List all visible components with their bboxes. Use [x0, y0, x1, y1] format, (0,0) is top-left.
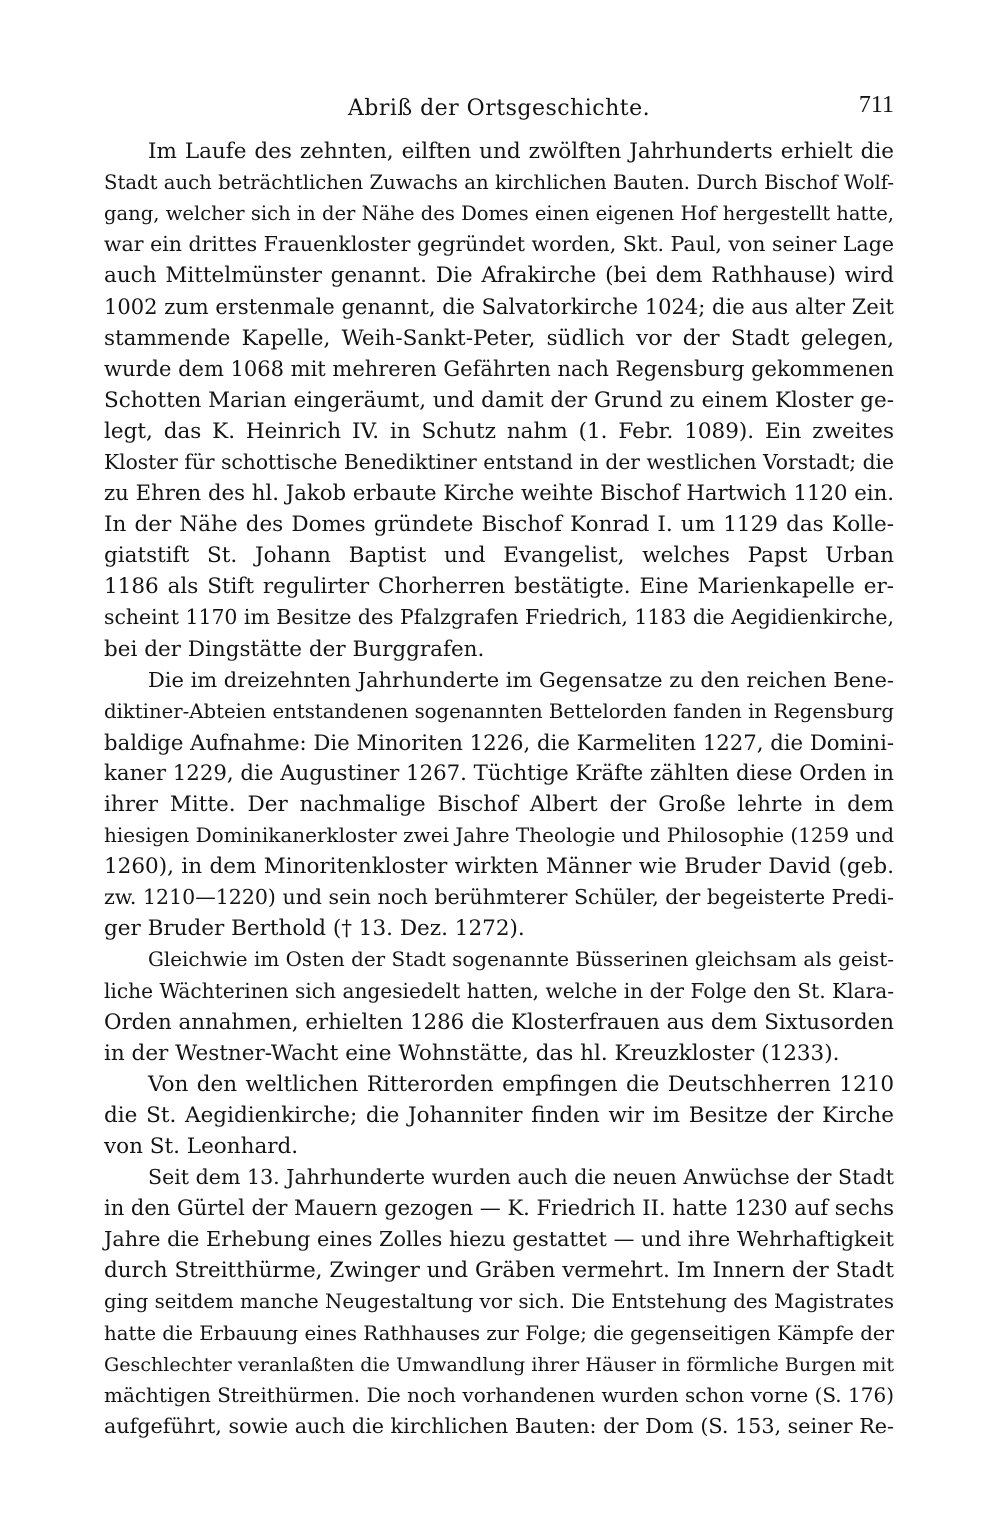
text-line: auch Mittelmünster genannt. Die Afrakirche (bei dem Rathhause) wird: [104, 263, 894, 289]
paragraph: [104, 136, 894, 665]
text-line: in den Gürtel der Mauern gezogen — K. Friedrich II. hatte 1230 auf sechs: [104, 1196, 894, 1221]
text-line: Kloster für schottische Benediktiner entstand in der westlichen Vorstadt; die: [104, 449, 894, 474]
text-line: zu Ehren des hl. Jakob erbaute Kirche weihte Bischof Hartwich 1120 ein.: [104, 481, 894, 507]
text-line: durch Streitthürme, Zwinger und Gräben vermehrt. Im Innern der Stadt: [104, 1258, 894, 1284]
page-number: 711: [858, 92, 894, 118]
body-text: [104, 136, 894, 1442]
text-line: 1002 zum erstenmale genannt, die Salvatorkirche 1024; die aus alter Zeit: [104, 294, 894, 320]
paragraph: [104, 1162, 894, 1442]
text-line: hatte die Erbauung eines Rathhauses zur Folge; die gegenseitigen Kämpfe der: [104, 1321, 894, 1345]
text-line: diktiner-Abteien entstandenen sogenannten Bettelorden fanden in Regensburg: [104, 699, 894, 723]
text-line: in der Westner-Wacht eine Wohnstätte, das hl. Kreuzkloster (1233).: [104, 1040, 840, 1066]
text-line: baldige Aufnahme: Die Minoriten 1226, die Karmeliten 1227, die Domini-: [104, 729, 895, 755]
text-line: gang, welcher sich in der Nähe des Domes einen eigenen Hof hergestellt hatte,: [104, 202, 894, 226]
text-line: Stadt auch beträchtlichen Zuwachs an kirchlichen Bauten. Durch Bischof Wolf-: [104, 171, 894, 195]
book-page: [104, 92, 894, 1442]
text-line: legt, das K. Heinrich IV. in Schutz nahm (1. Febr. 1089). Ein zweites: [104, 418, 894, 444]
text-line: Seit dem 13. Jahrhunderte wurden auch die neuen Anwüchse der Stadt: [148, 1165, 894, 1190]
text-line: scheint 1170 im Besitze des Pfalzgrafen Friedrich, 1183 die Aegidienkirche,: [104, 605, 894, 630]
text-line: ger Bruder Berthold († 13. Dez. 1272).: [104, 916, 525, 942]
text-line: mächtigen Streithürmen. Die noch vorhandenen wurden schon vorne (S. 176): [104, 1382, 894, 1407]
text-line: Von den weltlichen Ritterorden empfingen die Deutschherren 1210: [148, 1071, 894, 1097]
paragraph: [104, 1069, 894, 1162]
text-line: Im Laufe des zehnten, eilften und zwölften Jahrhunderts erhielt die: [148, 139, 894, 164]
text-line: In der Nähe des Domes gründete Bischof Konrad I. um 1129 das Kolle-: [104, 512, 894, 538]
text-line: hiesigen Dominikanerkloster zwei Jahre Theologie und Philosophie (1259 und: [104, 823, 894, 848]
paragraph: [104, 944, 894, 1068]
text-line: stammende Kapelle, Weih-Sankt-Peter, südlich vor der Stadt gelegen,: [104, 325, 894, 351]
text-line: Geschlechter veranlaßten die Umwandlung ihrer Häuser in förmliche Burgen mit: [104, 1352, 894, 1376]
text-line: 1186 als Stift regulirter Chorherren bestätigte. Eine Marienkapelle er-: [104, 574, 894, 600]
text-line: Orden annahmen, erhielten 1286 die Klosterfrauen aus dem Sixtusorden: [104, 1009, 894, 1035]
text-line: aufgeführt, sowie auch die kirchlichen Bauten: der Dom (S. 153, seiner Re-: [104, 1413, 894, 1438]
text-line: Die im dreizehnten Jahrhunderte im Gegensatze zu den reichen Bene-: [148, 667, 894, 692]
text-line: Schotten Marian eingeräumt, und damit der Grund zu einem Kloster ge-: [104, 387, 894, 413]
text-line: bei der Dingstätte der Burggrafen.: [104, 636, 485, 662]
text-line: ging seitdem manche Neugestaltung vor sich. Die Entstehung des Magistrates: [104, 1290, 894, 1314]
paragraph: [104, 665, 894, 945]
text-line: kaner 1229, die Augustiner 1267. Tüchtige Kräfte zählten diese Orden in: [104, 760, 894, 786]
text-line: Gleichwie im Osten der Stadt sogenannte Büsserinen gleichsam als geist-: [148, 948, 894, 972]
text-line: war ein drittes Frauenkloster gegründet worden, Skt. Paul, von seiner Lage: [104, 232, 894, 257]
text-line: wurde dem 1068 mit mehreren Gefährten nach Regensburg gekommenen: [104, 356, 895, 381]
text-line: 1260), in dem Minoritenkloster wirkten Männer wie Bruder David (geb.: [104, 854, 894, 880]
text-line: die St. Aegidienkirche; die Johanniter finden wir im Besitze der Kirche: [104, 1102, 894, 1128]
text-line: ihrer Mitte. Der nachmalige Bischof Albert der Große lehrte in dem: [104, 791, 894, 817]
text-line: giatstift St. Johann Baptist und Evangelist, welches Papst Urban: [104, 543, 894, 569]
text-line: liche Wächterinen sich angesiedelt hatten, welche in der Folge den St. Klara-: [104, 978, 894, 1003]
text-line: Jahre die Erhebung eines Zolles hiezu gestattet — und ihre Wehrhaftigkeit: [104, 1227, 894, 1252]
running-title: Abriß der Ortsgeschichte.: [347, 96, 651, 121]
text-line: zw. 1210—1220) und sein noch berühmterer Schüler, der begeisterte Predi-: [104, 885, 894, 910]
page-header: [104, 92, 894, 136]
text-line: von St. Leonhard.: [104, 1134, 299, 1159]
